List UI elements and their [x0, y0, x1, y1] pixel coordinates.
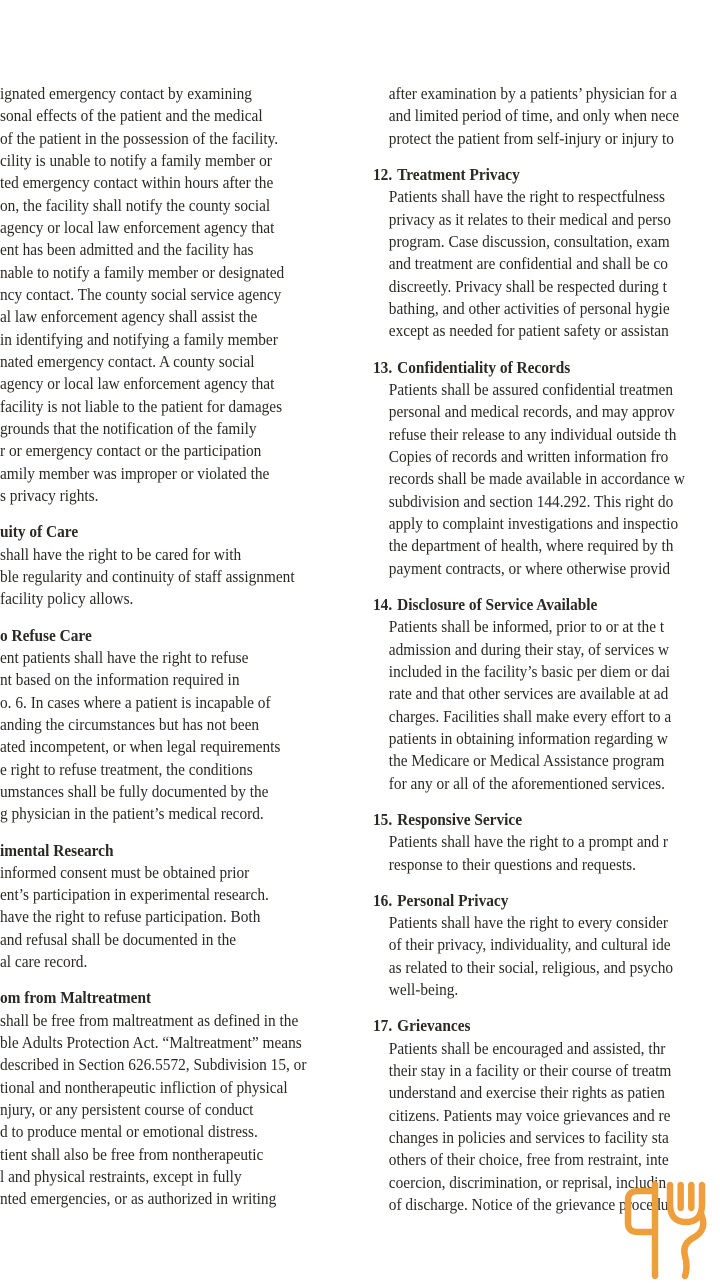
text-line: of their privacy, individuality, and cultural ide	[388, 935, 671, 955]
section-title: o Refuse Care	[0, 625, 92, 645]
text-line: apply to complaint investigations and inspectio	[388, 513, 679, 533]
text-line: included in the facility’s basic per diem or dai	[388, 661, 671, 681]
paragraph	[373, 831, 696, 876]
section-title: Disclosure of Service Available	[397, 594, 598, 614]
text-line: g physician in the patient’s medical record.	[0, 804, 264, 824]
section-number: 15.	[373, 809, 393, 829]
paragraph	[373, 379, 696, 580]
text-line: d to produce mental or emotional distress.	[0, 1122, 258, 1142]
text-line: patients in obtaining information regarding w	[388, 728, 668, 748]
section-heading	[0, 987, 347, 1009]
text-line: ated incompetent, or when legal requirements	[0, 737, 281, 757]
text-line: privacy as it relates to their medical and perso	[388, 209, 671, 229]
text-line: on, the facility shall notify the county social	[0, 195, 271, 215]
section-heading	[373, 809, 696, 831]
section-heading	[0, 521, 347, 543]
paragraph	[373, 83, 696, 150]
text-line: response to their questions and requests.	[388, 854, 636, 874]
text-line: described in Section 626.5572, Subdivision 15, or	[0, 1055, 307, 1075]
text-column-left	[0, 83, 373, 1225]
section-title: Personal Privacy	[397, 890, 509, 910]
text-line: tient shall also be free from nontherapeutic	[0, 1144, 264, 1164]
paragraph	[0, 1010, 347, 1211]
text-line: except as needed for patient safety or assistan	[388, 321, 669, 341]
text-line: Patients shall have the right to respectfulness	[388, 187, 665, 207]
text-line: ted emergency contact within hours after the	[0, 173, 274, 193]
text-line: in identifying and notifying a family member	[0, 329, 278, 349]
text-line: al care record.	[0, 952, 88, 972]
fork-and-glass-icon	[622, 1178, 720, 1280]
text-line: Copies of records and written information fro	[388, 446, 669, 466]
text-line: anding the circumstances but has not been	[0, 714, 260, 734]
text-line: the Medicare or Medical Assistance program	[388, 751, 665, 771]
text-line: protect the patient from self-injury or injury to	[388, 128, 674, 148]
section-title: Responsive Service	[397, 809, 523, 829]
text-line: subdivision and section 144.292. This right do	[388, 491, 674, 511]
text-column-right	[373, 83, 720, 1230]
paragraph	[0, 83, 347, 507]
text-line: refuse their release to any individual outside th	[388, 424, 677, 444]
text-line: others of their choice, free from restraint, inte	[388, 1150, 669, 1170]
text-line: after examination by a patients’ physician for a	[388, 84, 677, 103]
section-number: 17.	[373, 1016, 393, 1036]
text-line: Patients shall be informed, prior to or at the t	[388, 617, 665, 637]
text-line: nable to notify a family member or designated	[0, 262, 285, 282]
section-title: Treatment Privacy	[397, 164, 520, 184]
text-line: ent’s participation in experimental research.	[0, 885, 269, 905]
section-number: 13.	[373, 357, 393, 377]
text-line: Patients shall be encouraged and assisted, thr	[388, 1038, 666, 1058]
text-line: ble regularity and continuity of staff assignment	[0, 566, 295, 586]
text-line: ble Adults Protection Act. “Maltreatment” means	[0, 1033, 302, 1053]
section-heading	[373, 1015, 696, 1037]
paragraph	[373, 186, 696, 342]
text-line: umstances shall be fully documented by the	[0, 781, 269, 801]
text-line: nted emergencies, or as authorized in writing	[0, 1189, 277, 1209]
section-heading	[0, 625, 347, 647]
text-line: informed consent must be obtained prior	[0, 862, 250, 882]
text-line: understand and exercise their rights as patien	[388, 1083, 665, 1103]
text-line: their stay in a facility or their course of treatm	[388, 1061, 672, 1081]
text-line: nated emergency contact. A county social	[0, 351, 255, 371]
text-line: ignated emergency contact by examining	[0, 84, 252, 103]
text-line: Patients shall have the right to every consider	[388, 913, 668, 933]
text-line: o. 6. In cases where a patient is incapable of	[0, 692, 271, 712]
section-title: imental Research	[0, 840, 114, 860]
section-heading	[373, 594, 696, 616]
text-line: Patients shall have the right to a prompt and r	[388, 832, 668, 852]
text-line: nt based on the information required in	[0, 670, 240, 690]
text-line: and limited period of time, and only when nece	[388, 106, 680, 126]
text-line: bathing, and other activities of personal hygie	[388, 298, 670, 318]
text-line: the department of health, where required by th	[388, 536, 674, 556]
section-heading	[373, 164, 696, 186]
text-line: shall have the right to be cared for with	[0, 544, 242, 564]
paragraph	[373, 912, 696, 1001]
text-line: njury, or any persistent course of conduct	[0, 1100, 254, 1120]
text-line: facility is not liable to the patient for damages	[0, 396, 283, 416]
text-line: ent has been admitted and the facility has	[0, 240, 254, 260]
text-line: well-being.	[388, 980, 459, 1000]
section-title: Grievances	[397, 1016, 471, 1036]
text-line: changes in policies and services to facility sta	[388, 1128, 669, 1148]
section-number: 16.	[373, 890, 393, 910]
text-line: sonal effects of the patient and the medical	[0, 106, 263, 126]
text-line: grounds that the notification of the family	[0, 418, 257, 438]
text-line: Patients shall be assured confidential treatmen	[388, 379, 674, 399]
section-number: 14.	[373, 594, 393, 614]
text-line: have the right to refuse participation. Both	[0, 907, 261, 927]
text-line: cility is unable to notify a family member or	[0, 150, 272, 170]
section-heading	[373, 890, 696, 912]
text-line: of the patient in the possession of the facility.	[0, 128, 279, 148]
text-line: tional and nontherapeutic infliction of physical	[0, 1077, 288, 1097]
paragraph	[373, 616, 696, 795]
text-line: for any or all of the aforementioned services.	[388, 773, 665, 793]
section-title: uity of Care	[0, 522, 79, 542]
text-line: ent patients shall have the right to refuse	[0, 647, 249, 667]
text-line: of discharge. Notice of the grievance procedu	[388, 1195, 669, 1215]
text-line: agency or local law enforcement agency that	[0, 217, 275, 237]
text-line: citizens. Patients may voice grievances and re	[388, 1105, 671, 1125]
text-line: records shall be made available in accordance w	[388, 469, 685, 489]
section-title: om from Maltreatment	[0, 988, 152, 1008]
text-line: amily member was improper or violated the	[0, 463, 270, 483]
text-line: rate and that other services are available at ad	[388, 684, 669, 704]
text-line: al law enforcement agency shall assist the	[0, 307, 258, 327]
text-line: personal and medical records, and may approv	[388, 402, 675, 422]
text-line: agency or local law enforcement agency that	[0, 374, 275, 394]
text-line: charges. Facilities shall make every effort to a	[388, 706, 672, 726]
text-line: and refusal shall be documented in the	[0, 929, 237, 949]
section-heading	[0, 840, 347, 862]
text-line: l and physical restraints, except in fully	[0, 1167, 242, 1187]
text-line: s privacy rights.	[0, 485, 99, 505]
text-line: ncy contact. The county social service agency	[0, 284, 282, 304]
section-heading	[373, 357, 696, 379]
text-line: and treatment are confidential and shall be co	[388, 254, 668, 274]
text-line: program. Case discussion, consultation, exam	[388, 231, 670, 251]
paragraph	[0, 862, 347, 974]
section-number: 12.	[373, 164, 393, 184]
text-line: discreetly. Privacy shall be respected during t	[388, 276, 667, 296]
paragraph	[0, 544, 347, 611]
text-line: coercion, discrimination, or reprisal, includin	[388, 1172, 667, 1192]
section-title: Confidentiality of Records	[397, 357, 571, 377]
text-line: admission and during their stay, of services w	[388, 639, 670, 659]
text-line: payment contracts, or where otherwise provid	[388, 558, 671, 578]
text-line: r or emergency contact or the participation	[0, 441, 262, 461]
text-line: shall be free from maltreatment as defined in the	[0, 1010, 299, 1030]
text-line: facility policy allows.	[0, 589, 134, 609]
paragraph	[0, 647, 347, 826]
text-line: as related to their social, religious, and psycho	[388, 957, 674, 977]
text-line: e right to refuse treatment, the conditions	[0, 759, 253, 779]
